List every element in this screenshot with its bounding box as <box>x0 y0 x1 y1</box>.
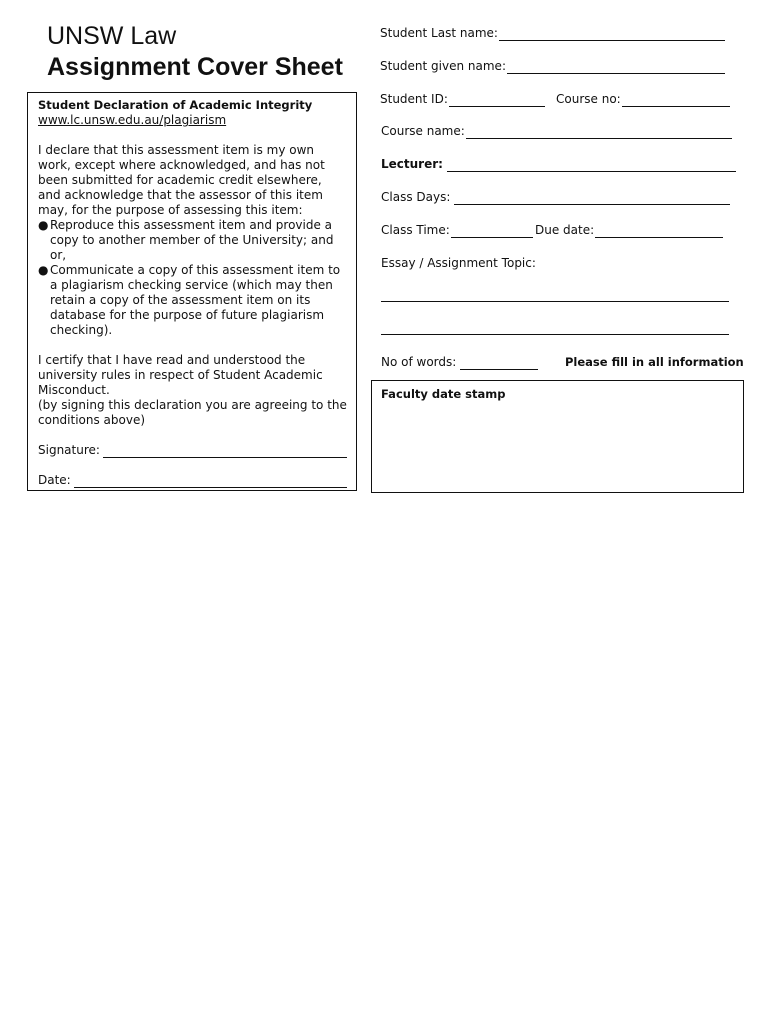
course-name-label: Course name: <box>381 124 465 138</box>
date-row <box>38 473 347 488</box>
signature-field[interactable] <box>103 445 347 458</box>
due-date-field[interactable] <box>595 225 723 238</box>
signature-label: Signature: <box>38 443 100 457</box>
lecturer-row <box>381 157 736 172</box>
class-time-row <box>381 223 533 238</box>
topic-line-2[interactable] <box>381 334 729 335</box>
title-unsw-law: UNSW Law <box>47 22 177 50</box>
lecturer-field[interactable] <box>447 159 736 172</box>
bullet-text: Communicate a copy of this assessment item to a plagiarism checking service (which may then retain a copy of the assessment item on its database for the purpose of future plagiarism checking). <box>50 263 341 337</box>
title-assignment-cover-sheet: Assignment Cover Sheet <box>47 53 343 81</box>
given-name-field[interactable] <box>507 61 725 74</box>
agreement-note: (by signing this declaration you are agreeing to the conditions above) <box>38 398 347 427</box>
list-item <box>38 218 347 263</box>
certify-paragraph: I certify that I have read and understood the university rules in respect of Student Academic Misconduct. <box>38 353 323 397</box>
class-days-field[interactable] <box>454 192 730 205</box>
word-count-label: No of words: <box>381 355 457 369</box>
bullet-text: Reproduce this assessment item and provide a copy to another member of the University; and or, <box>50 218 334 262</box>
faculty-date-stamp-box <box>371 380 744 493</box>
signature-row <box>38 443 347 458</box>
given-name-row <box>380 59 725 74</box>
course-no-label: Course no: <box>556 92 621 106</box>
course-name-field[interactable] <box>466 126 732 139</box>
class-time-label: Class Time: <box>381 223 450 237</box>
lecturer-label: Lecturer: <box>381 157 443 171</box>
stamp-label: Faculty date stamp <box>381 387 506 401</box>
student-id-row <box>380 92 545 107</box>
due-date-label: Due date: <box>535 223 595 237</box>
declaration-box <box>27 92 357 491</box>
list-item <box>38 263 347 338</box>
declaration-bullet-list <box>38 218 347 338</box>
student-id-label: Student ID: <box>380 92 448 106</box>
due-date-row <box>535 223 723 238</box>
student-id-field[interactable] <box>449 94 545 107</box>
last-name-field[interactable] <box>499 28 725 41</box>
course-no-field[interactable] <box>622 94 730 107</box>
topic-line-1[interactable] <box>381 301 729 302</box>
date-field[interactable] <box>74 475 347 488</box>
declaration-paragraph: I declare that this assessment item is my own work, except where acknowledged, and has not been submitted for academic credit elsewhere, and acknowledge that the assessor of this item may, for the purpose of assessing this item: <box>38 143 325 217</box>
given-name-label: Student given name: <box>380 59 506 73</box>
date-label: Date: <box>38 473 71 487</box>
class-days-row <box>381 190 730 205</box>
fill-notice: Please fill in all information <box>565 355 744 369</box>
bullet-icon: ● <box>38 263 49 277</box>
declaration-heading: Student Declaration of Academic Integrity <box>38 98 313 112</box>
topic-row <box>381 256 536 271</box>
bullet-icon: ● <box>38 218 49 232</box>
class-time-field[interactable] <box>451 225 533 238</box>
topic-label: Essay / Assignment Topic: <box>381 256 536 270</box>
plagiarism-link[interactable]: www.lc.unsw.edu.au/plagiarism <box>38 113 227 127</box>
class-days-label: Class Days: <box>381 190 451 204</box>
course-no-row <box>556 92 730 107</box>
last-name-row <box>380 26 725 41</box>
word-count-row <box>381 355 538 370</box>
course-name-row <box>381 124 732 139</box>
last-name-label: Student Last name: <box>380 26 498 40</box>
word-count-field[interactable] <box>460 357 538 370</box>
